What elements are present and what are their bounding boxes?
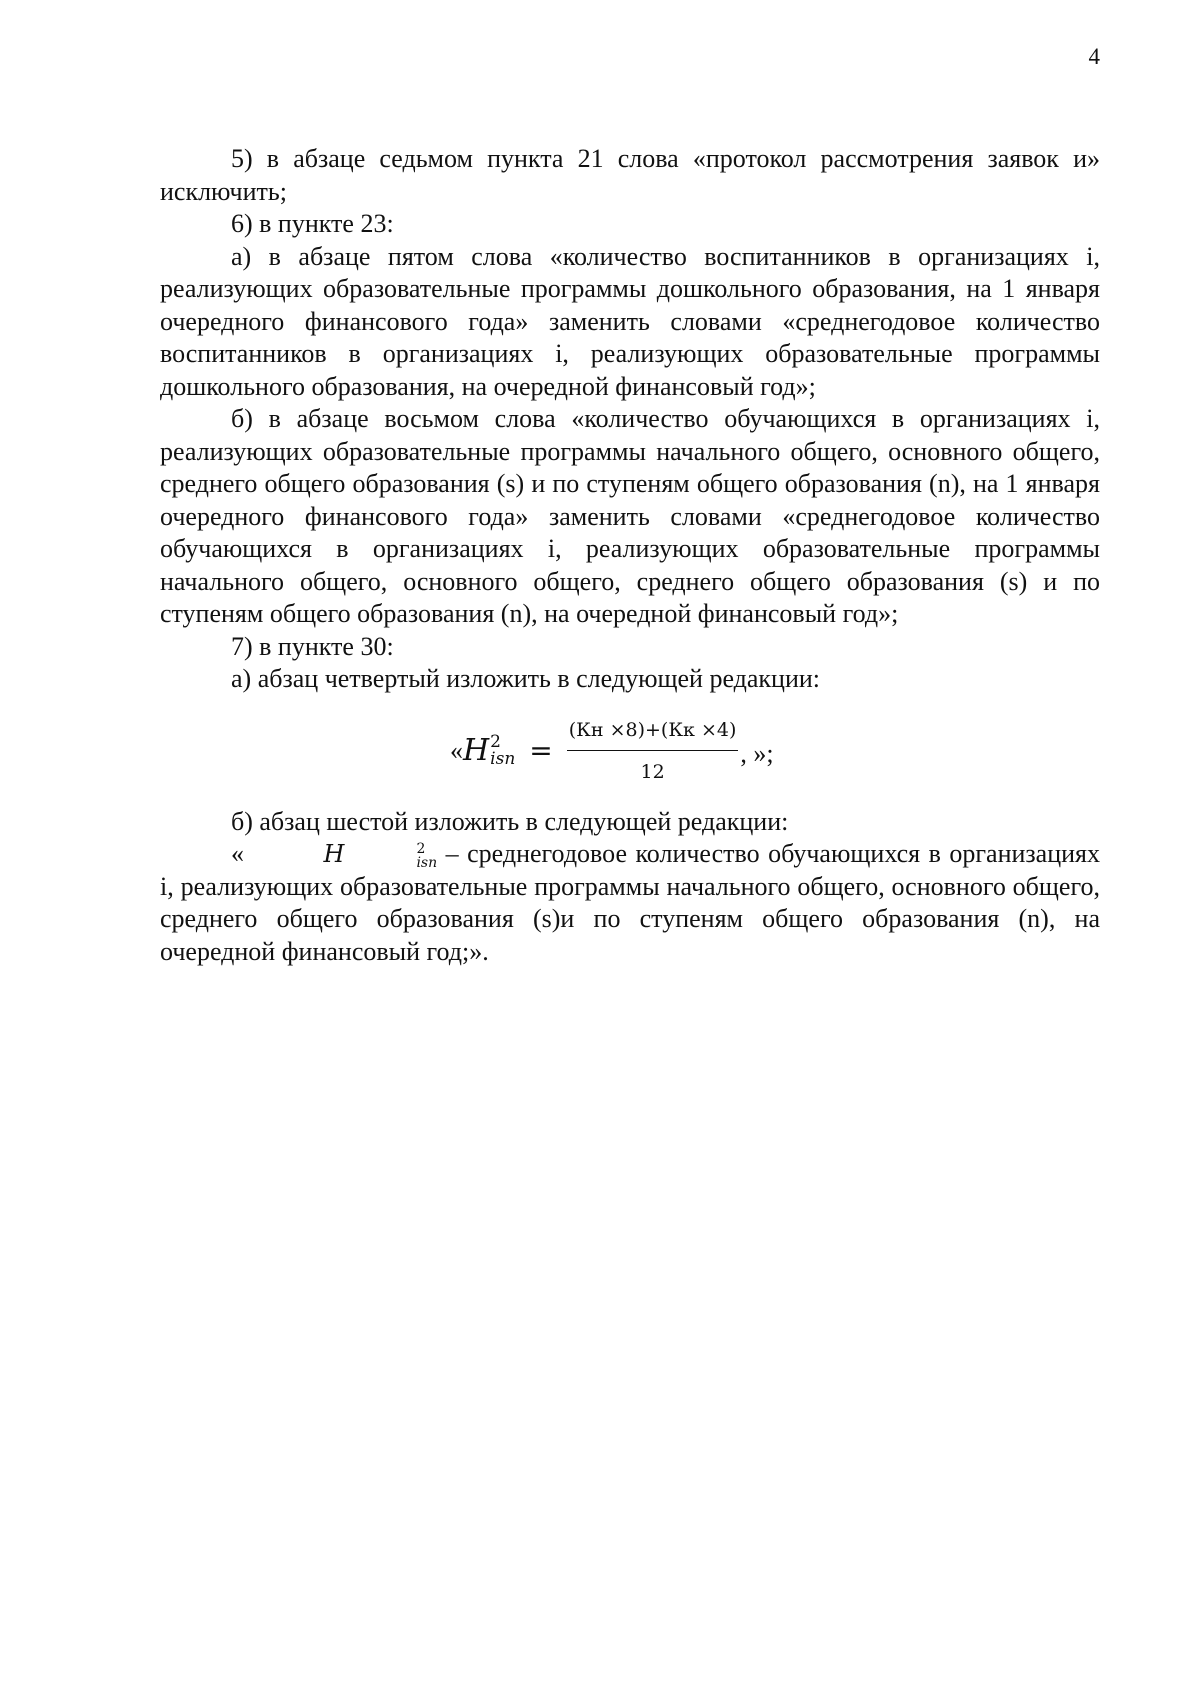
formula	[450, 714, 774, 789]
formula-denominator: 12	[640, 761, 665, 783]
formula-fraction	[567, 714, 739, 789]
paragraph-subitem-7b: б) абзац шестой изложить в следующей редакции:	[231, 806, 789, 836]
definition-subscript: isn	[416, 855, 438, 872]
formula-variable	[463, 732, 490, 768]
definition-superscript: 2	[416, 841, 426, 858]
formula-equals: =	[529, 733, 553, 767]
paragraph-item-7: 7) в пункте 30:	[231, 631, 394, 661]
formula-block	[160, 696, 1100, 806]
formula-variable-letter: H	[463, 732, 490, 768]
definition-variable-letter: H	[323, 840, 345, 868]
paragraph-item-6: 6) в пункте 23:	[231, 209, 394, 238]
definition-open-quote: «	[231, 839, 244, 868]
paragraph-subitem-6b: б) в абзаце восьмом слова «количество обучающихся в организациях i, реализующих образовательные программы начального общего, основного общего, среднего общего образования (s) и по ступеням общего образования (n), на 1 января очередного финансового года» заменить словами «среднегодовое количество обучающихся в организациях i, реализующих образовательные программы начального общего, основного общего, среднего общего образования (s) и по ступеням общего образования (n), на очередной финансовый год»;	[160, 404, 1100, 628]
paragraph-item-5: 5) в абзаце седьмом пункта 21 слова «протокол рассмотрения заявок и» исключить;	[160, 144, 1100, 206]
definition-variable	[253, 838, 345, 871]
formula-subscript: isn	[490, 749, 516, 769]
formula-tail: , »;	[740, 738, 774, 768]
definition-text: – среднегодовое количество обучающихся в организациях i, реализующих образовательные программы начального общего, основного общего, среднего общего образования (s)и по ступеням общего образования (n), на очередной финансовый год;».	[160, 839, 1100, 966]
page-number: 4	[1088, 44, 1100, 69]
document-body	[160, 143, 1100, 968]
formula-superscript: 2	[490, 732, 501, 752]
definition-indices	[345, 842, 437, 870]
formula-open-quote: «	[450, 735, 463, 765]
paragraph-definition	[160, 838, 1100, 968]
paragraph-subitem-7a: а) абзац четвертый изложить в следующей редакции:	[231, 664, 821, 693]
paragraph-subitem-6a: а) в абзаце пятом слова «количество воспитанников в организациях i, реализующих образовательные программы дошкольного образования, на 1 января очередного финансового года» заменить словами «среднегодовое количество воспитанников в организациях i, реализующих образовательные программы дошкольного образования, на очередной финансовый год»;	[160, 241, 1100, 401]
formula-indices	[490, 734, 515, 768]
formula-numerator: (Кн ×8)+(Кк ×4)	[567, 714, 739, 752]
